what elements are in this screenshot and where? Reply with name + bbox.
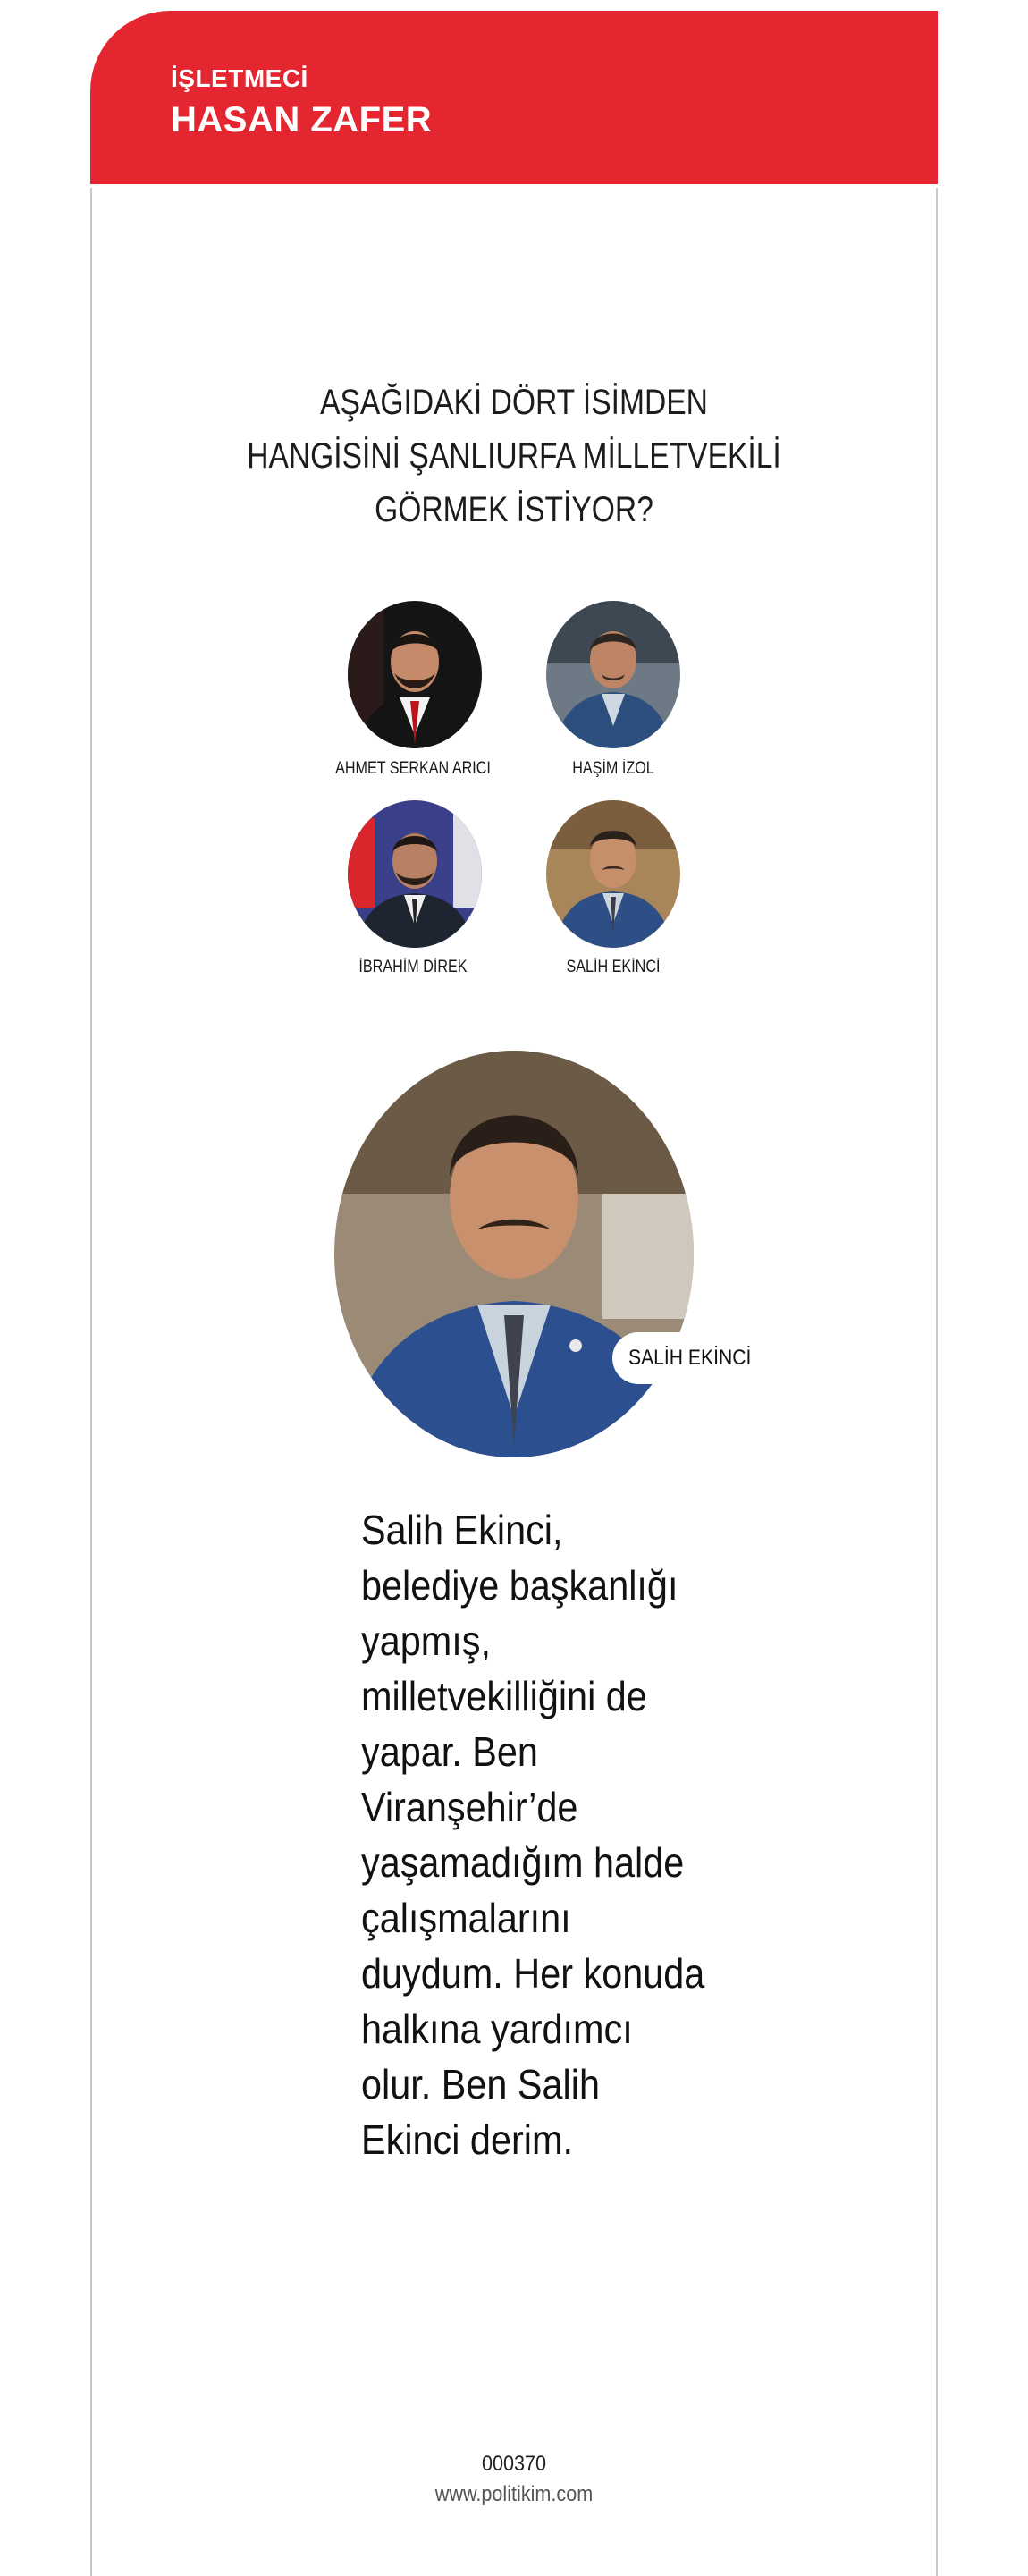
candidate-photo-salih-ekinci (546, 800, 680, 948)
footer-url[interactable]: www.politikim.com (434, 2482, 594, 2506)
selected-candidate-label (612, 1332, 788, 1384)
answer-line: yaşamadığım halde (361, 1839, 685, 1886)
answer-line: belediye başkanlığı (361, 1562, 678, 1609)
answer-line: Salih Ekinci, (361, 1507, 563, 1553)
selected-candidate-name: SALİH EKİNCİ (628, 1346, 752, 1370)
footer-id: 000370 (481, 2452, 547, 2476)
answer-line: olur. Ben Salih (361, 2061, 600, 2107)
selected-candidate-photo (334, 1051, 694, 1457)
question-line: AŞAĞIDAKİ DÖRT İSİMDEN (320, 383, 708, 422)
answer-text (361, 1502, 705, 2167)
answer-line: yapmış, (361, 1617, 491, 1664)
question-line: HANGİSİNİ ŞANLIURFA MİLLETVEKİLİ (247, 436, 781, 476)
candidate-name: SALİH EKİNCİ (566, 958, 661, 976)
answer-line: duydum. Her konuda (361, 1950, 705, 1997)
header-role: İŞLETMECİ (171, 64, 308, 92)
answer-line: milletvekilliğini de (361, 1673, 647, 1719)
candidate-name: AHMET SERKAN ARICI (335, 759, 491, 778)
answer-line: yapar. Ben (361, 1728, 538, 1775)
candidate-name: İBRAHİM DİREK (358, 958, 468, 976)
question-line: GÖRMEK İSTİYOR? (375, 490, 653, 529)
candidate-photo-hasim-izol (546, 601, 680, 748)
answer-line: halkına yardımcı (361, 2006, 633, 2052)
candidate-photo-ahmet-serkan-arici (348, 601, 482, 748)
header-name: HASAN ZAFER (171, 100, 433, 139)
answer-line: Viranşehir’de (361, 1784, 578, 1830)
candidate-photo-ibrahim-direk (348, 800, 482, 948)
header-banner (90, 11, 938, 184)
candidate-name: HAŞİM İZOL (572, 759, 654, 778)
survey-question (232, 376, 796, 536)
answer-line: çalışmalarını (361, 1895, 571, 1941)
answer-line: Ekinci derim. (361, 2116, 573, 2163)
